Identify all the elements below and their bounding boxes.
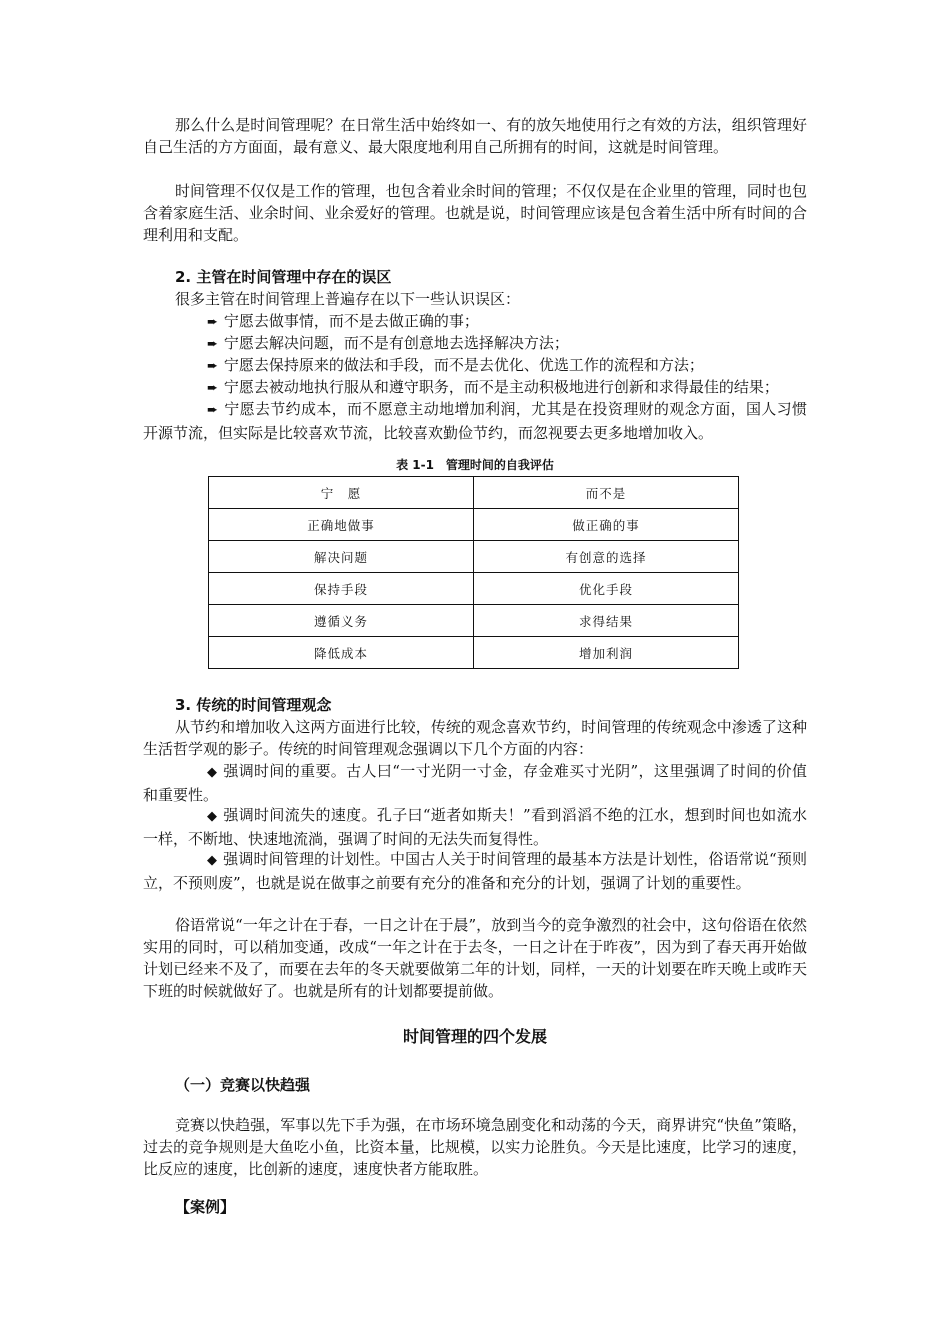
table-row xyxy=(209,637,739,669)
diamond-icon: ◆ xyxy=(207,853,217,868)
table-cell: 解决问题 xyxy=(209,541,474,573)
misconception-item: ➨ 宁愿去解决问题，而不是有创意地去选择解决方法； xyxy=(143,332,807,356)
table-cell: 保持手段 xyxy=(209,573,474,605)
misconception-item: ➨ 宁愿去节约成本，而不愿意主动地增加利润，尤其是在投资理财的观念方面，国人习惯开源节流，但实际是比较喜欢节流，比较喜欢勤俭节约，而忽视要去更多地增加收入。 xyxy=(143,400,807,442)
paragraph-proverb: 俗语常说“一年之计在于春，一日之计在于晨”，放到当今的竞争激烈的社会中，这句俗语在依然实用的同时，可以稍加变通，改成“一年之计在于去冬，一日之计在于昨夜”，因为到了春天再开始做计划已经来不及了，而要在去年的冬天就要做第二年的计划，同样，一天的计划要在昨天晚上或昨天下班的时候就做好了。也就是所有的计划都要提前做。 xyxy=(143,916,807,1000)
table-header-row xyxy=(209,477,739,509)
diamond-icon: ◆ xyxy=(207,765,217,780)
subheading-speed: （一）竞赛以快趋强 xyxy=(175,1076,311,1094)
table-row xyxy=(209,541,739,573)
right-arrow-icon: ➨ xyxy=(207,359,218,374)
diamond-icon: ◆ xyxy=(207,809,217,824)
table-row xyxy=(209,509,739,541)
misconceptions-intro: 很多主管在时间管理上普遍存在以下一些认识误区： xyxy=(175,290,521,308)
table-cell: 有创意的选择 xyxy=(474,541,739,573)
table-cell: 降低成本 xyxy=(209,637,474,669)
right-arrow-icon: ➨ xyxy=(207,337,218,352)
right-arrow-icon: ➨ xyxy=(207,315,218,330)
table-row xyxy=(209,605,739,637)
misconception-item: ➨ 宁愿去被动地执行服从和遵守职务，而不是主动积极地进行创新和求得最佳的结果； xyxy=(143,376,807,400)
right-arrow-icon: ➨ xyxy=(207,403,218,418)
table-cell: 增加利润 xyxy=(474,637,739,669)
traditional-item: ◆ 强调时间流失的速度。孔子曰“逝者如斯夫！”看到滔滔不绝的江水，想到时间也如流水一样，不断地、快速地流淌，强调了时间的无法失而复得性。 xyxy=(143,806,807,848)
table-caption: 表 1-1 管理时间的自我评估 xyxy=(396,458,554,472)
traditional-intro: 从节约和增加收入这两方面进行比较，传统的观念喜欢节约，时间管理的传统观念中渗透了这种生活哲学观的影子。传统的时间管理观念强调以下几个方面的内容： xyxy=(143,718,807,758)
table-cell: 正确地做事 xyxy=(209,509,474,541)
self-assessment-table xyxy=(208,476,739,669)
misconception-item: ➨ 宁愿去做事情，而不是去做正确的事； xyxy=(143,310,807,334)
paragraph-time-management-definition: 那么什么是时间管理呢？在日常生活中始终如一、有的放矢地使用行之有效的方法，组织管理好自己生活的方方面面，最有意义、最大限度地利用自己所拥有的时间，这就是时间管理。 xyxy=(143,116,807,156)
paragraph-time-management-scope: 时间管理不仅仅是工作的管理，也包含着业余时间的管理；不仅仅是在企业里的管理，同时也包含着家庭生活、业余时间、业余爱好的管理。也就是说，时间管理应该是包含着生活中所有时间的合理利用和支配。 xyxy=(143,182,807,244)
right-arrow-icon: ➨ xyxy=(207,381,218,396)
paragraph-speed: 竞赛以快趋强，军事以先下手为强，在市场环境急剧变化和动荡的今天，商界讲究“快鱼”策略，过去的竞争规则是大鱼吃小鱼，比资本量，比规模，以实力论胜负。今天是比速度，比学习的速度，比反应的速度，比创新的速度，速度快者方能取胜。 xyxy=(143,1116,807,1178)
table-header-cell: 宁 愿 xyxy=(209,477,474,509)
table-header-cell: 而不是 xyxy=(474,477,739,509)
traditional-item: ◆ 强调时间管理的计划性。中国古人关于时间管理的最基本方法是计划性，俗语常说“预则立，不预则废”，也就是说在做事之前要有充分的准备和充分的计划，强调了计划的重要性。 xyxy=(143,850,807,892)
traditional-item: ◆ 强调时间的重要。古人曰“一寸光阴一寸金，存金难买寸光阴”，这里强调了时间的价值和重要性。 xyxy=(143,762,807,804)
table-row xyxy=(209,573,739,605)
misconception-item: ➨ 宁愿去保持原来的做法和手段，而不是去优化、优选工作的流程和方法； xyxy=(143,354,807,378)
section-title: 时间管理的四个发展 xyxy=(402,1027,547,1046)
table-cell: 求得结果 xyxy=(474,605,739,637)
table-cell: 遵循义务 xyxy=(209,605,474,637)
table-cell: 做正确的事 xyxy=(474,509,739,541)
heading-traditional-concepts: 3. 传统的时间管理观念 xyxy=(175,696,332,714)
table-cell: 优化手段 xyxy=(474,573,739,605)
heading-misconceptions: 2. 主管在时间管理中存在的误区 xyxy=(175,268,392,286)
case-label: 【案例】 xyxy=(175,1198,236,1216)
